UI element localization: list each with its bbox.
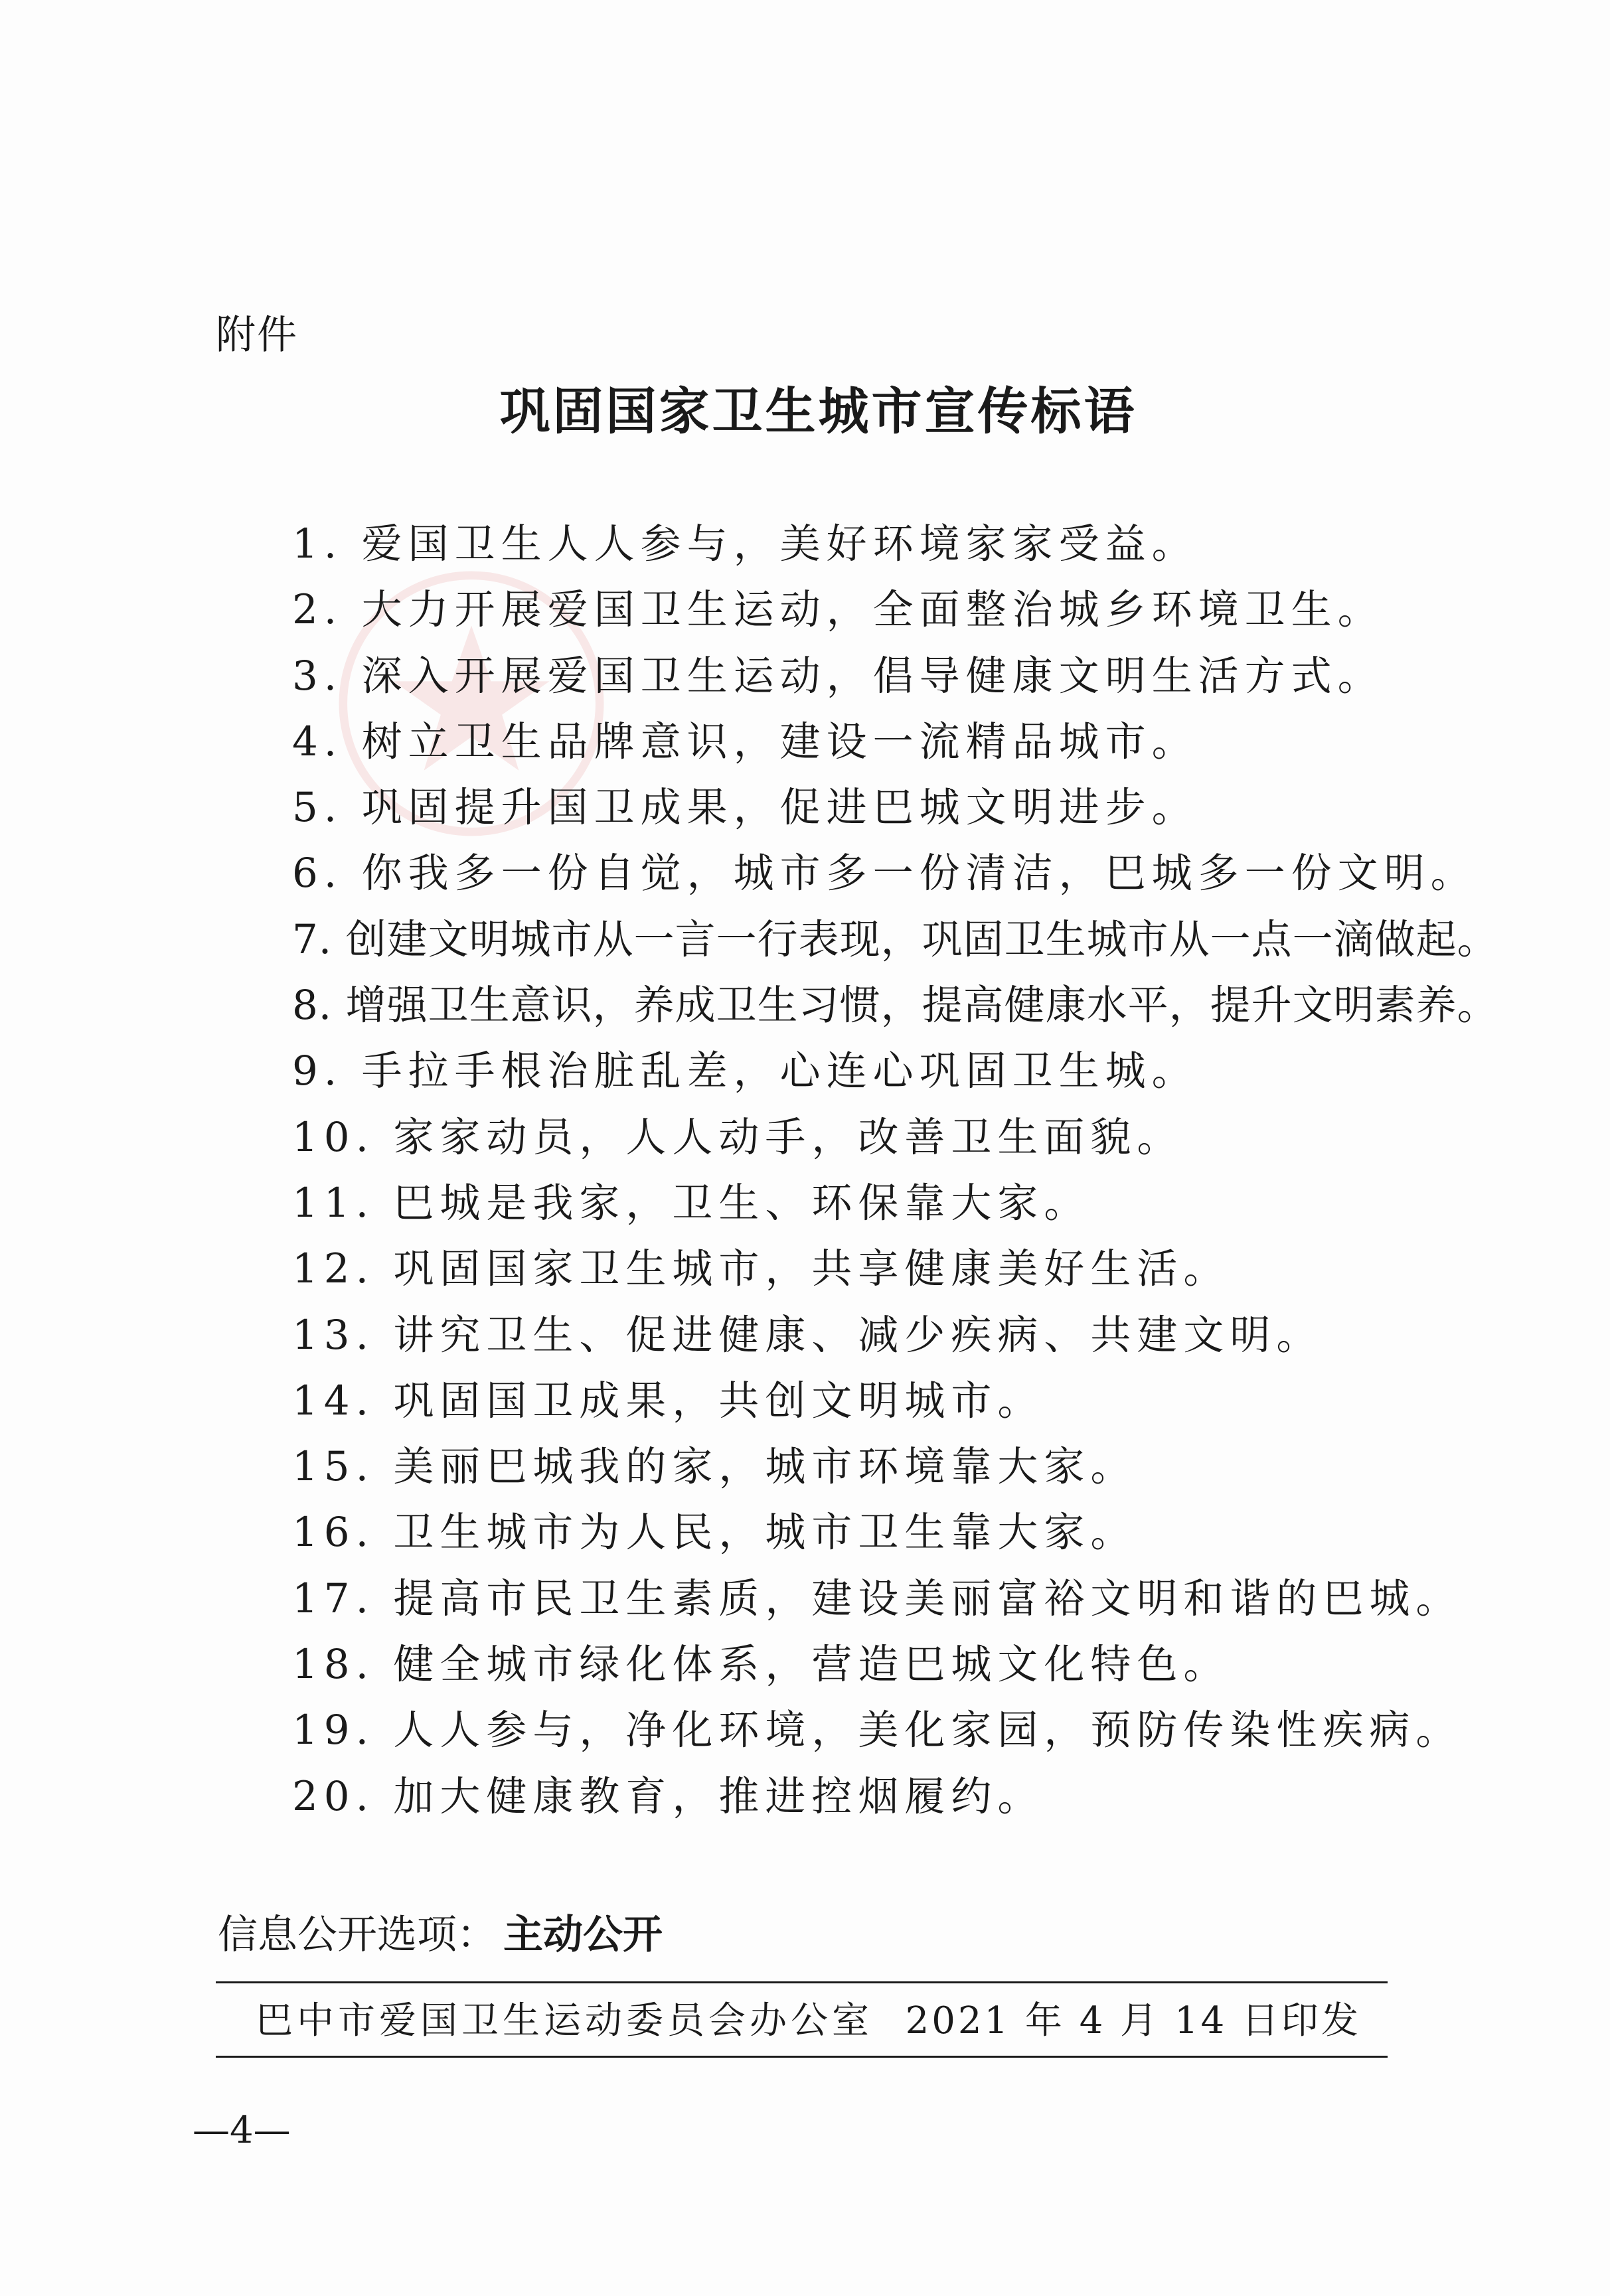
slogan-item: 4. 树立卫生品牌意识，建设一流精品城市。 xyxy=(292,718,1198,765)
slogan-list xyxy=(292,511,1498,1829)
issue-date: 2021 年 4 月 14 日印发 xyxy=(905,1999,1361,2042)
slogan-item: 9. 手拉手根治脏乱差，心连心巩固卫生城。 xyxy=(292,1047,1198,1095)
slogan-item: 3. 深入开展爱国卫生运动，倡导健康文明生活方式。 xyxy=(292,652,1384,700)
slogan-item: 1. 爱国卫生人人参与，美好环境家家受益。 xyxy=(292,520,1198,568)
slogan-item: 10. 家家动员，人人动手，改善卫生面貌。 xyxy=(292,1113,1184,1161)
slogan-item: 2. 大力开展爱国卫生运动，全面整治城乡环境卫生。 xyxy=(292,586,1384,634)
slogan-item: 19. 人人参与，净化环境，美化家园，预防传染性疾病。 xyxy=(292,1707,1463,1754)
slogan-item: 6. 你我多一份自觉，城市多一份清洁，巴城多一份文明。 xyxy=(292,850,1477,897)
footer-rule-top xyxy=(216,1981,1388,1983)
disclosure-value: 主动公开 xyxy=(503,1912,663,1958)
document-title: 巩固国家卫生城市宣传标语 xyxy=(499,382,1137,441)
slogan-item: 16. 卫生城市为人民，城市卫生靠大家。 xyxy=(292,1509,1137,1557)
disclosure-label: 信息公开选项： xyxy=(218,1912,497,1958)
slogan-item: 17. 提高市民卫生素质，建设美丽富裕文明和谐的巴城。 xyxy=(292,1574,1463,1622)
attachment-label: 附件 xyxy=(216,312,298,358)
issuing-office: 巴中市爱国卫生运动委员会办公室 xyxy=(256,1999,873,2042)
slogan-item: 5. 巩固提升国卫成果，促进巴城文明进步。 xyxy=(292,784,1198,832)
slogan-item: 7. 创建文明城市从一言一行表现，巩固卫生城市从一点一滴做起。 xyxy=(292,915,1498,963)
slogan-item: 13. 讲究卫生、促进健康、减少疾病、共建文明。 xyxy=(292,1311,1323,1359)
slogan-item: 20. 加大健康教育，推进控烟履约。 xyxy=(292,1772,1044,1820)
slogan-item: 8. 增强卫生意识，养成卫生习惯，提高健康水平，提升文明素养。 xyxy=(292,982,1498,1030)
slogan-item: 12. 巩固国家卫生城市，共享健康美好生活。 xyxy=(292,1245,1230,1293)
slogan-item: 14. 巩固国卫成果，共创文明城市。 xyxy=(292,1377,1044,1424)
slogan-item: 15. 美丽巴城我的家，城市环境靠大家。 xyxy=(292,1443,1137,1491)
page-number: —4— xyxy=(193,2109,291,2152)
disclosure-option xyxy=(218,1905,663,1965)
footer-rule-bottom xyxy=(216,2056,1388,2058)
slogan-item: 18. 健全城市绿化体系，营造巴城文化特色。 xyxy=(292,1641,1230,1689)
slogan-item: 11. 巴城是我家，卫生、环保靠大家。 xyxy=(292,1179,1091,1227)
